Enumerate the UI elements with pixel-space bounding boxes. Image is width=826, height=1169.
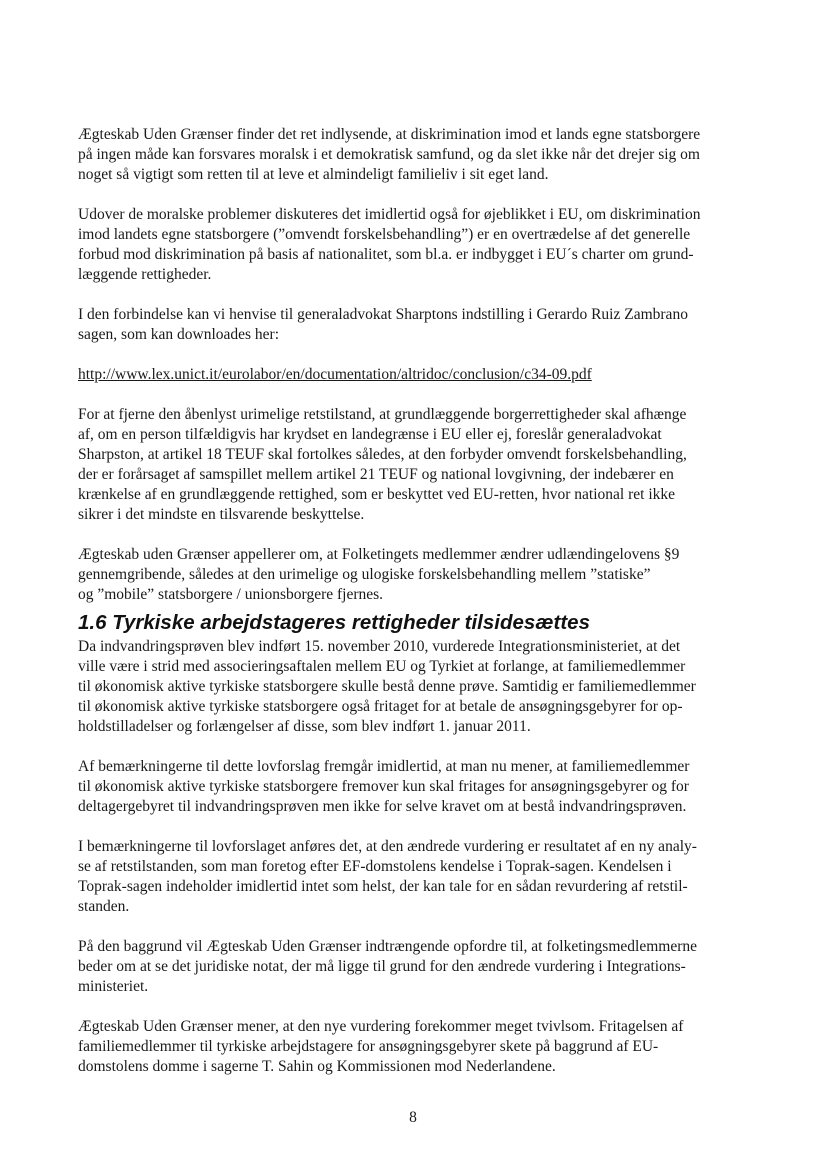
text-line: Ægteskab uden Grænser appellerer om, at Folketingets medlemmer ændrer udlændingelovens §9	[78, 546, 680, 563]
text-line: og ”mobile” statsborgere / unionsborgere fjernes.	[78, 586, 384, 603]
text-line: sagen, som kan downloades her:	[78, 326, 280, 343]
text-line: til økonomisk aktive tyrkiske statsborgere fremover kun skal fritages for ansøgningsgebyrer og for	[78, 778, 689, 795]
paragraph	[78, 305, 768, 345]
download-link-paragraph	[78, 365, 768, 385]
text-line: Ægteskab Uden Grænser mener, at den nye vurdering forekommer meget tvivlsom. Fritagelsen af	[78, 1018, 684, 1035]
paragraph	[78, 837, 768, 917]
text-line: ministeriet.	[78, 978, 149, 995]
text-line: standen.	[78, 898, 130, 915]
text-line: noget så vigtigt som retten til at leve et almindeligt familieliv i sit eget land.	[78, 166, 549, 183]
text-line: forbud mod diskrimination på basis af nationalitet, som bl.a. er indbygget i EU´s charter om grund-	[78, 246, 694, 263]
text-line: Sharpston, at artikel 18 TEUF skal fortolkes således, at den forbyder omvendt forskelsbehandling,	[78, 446, 687, 463]
text-line: ville være i strid med associeringsaftalen mellem EU og Tyrkiet at forlange, at familiemedlemmer	[78, 658, 686, 675]
text-line: familiemedlemmer til tyrkiske arbejdstagere for ansøgningsgebyrer skete på baggrund af EU-	[78, 1038, 659, 1055]
text-line: krænkelse af en grundlæggende rettighed, som er beskyttet ved EU-retten, hvor national ret ikke	[78, 486, 675, 503]
text-line: af, om en person tilfældigvis har krydset en landegrænse i EU eller ej, foreslår generaladvokat	[78, 426, 662, 443]
text-line: imod landets egne statsborgere (”omvendt forskelsbehandling”) er en overtrædelse af det generelle	[78, 226, 691, 243]
document-body	[78, 125, 768, 1097]
text-line: Da indvandringsprøven blev indført 15. november 2010, vurderede Integrationsministeriet, at det	[78, 638, 681, 655]
paragraph	[78, 405, 768, 525]
paragraph	[78, 757, 768, 817]
text-line: domstolens domme i sagerne T. Sahin og Kommissionen mod Nederlandene.	[78, 1058, 556, 1075]
text-line: Af bemærkningerne til dette lovforslag fremgår imidlertid, at man nu mener, at familiemedlemmer	[78, 758, 690, 775]
text-line: Udover de moralske problemer diskuteres det imidlertid også for øjeblikket i EU, om diskrimination	[78, 206, 701, 223]
paragraph	[78, 637, 768, 737]
text-line: se af retstilstanden, som man foretog efter EF-domstolens kendelse i Toprak-sagen. Kendelsen i	[78, 858, 672, 875]
text-line: der er forårsaget af samspillet mellem artikel 21 TEUF og national lovgivning, der indebærer en	[78, 466, 674, 483]
text-line: på ingen måde kan forsvares moralsk i et demokratisk samfund, og da slet ikke når det drejer sig om	[78, 146, 700, 163]
paragraph	[78, 937, 768, 997]
text-line: beder om at se det juridiske notat, der må ligge til grund for den ændrede vurdering i Integrations-	[78, 958, 686, 975]
text-line: holdstilladelser og forlængelser af disse, som blev indført 1. januar 2011.	[78, 718, 531, 735]
text-line: I den forbindelse kan vi henvise til generaladvokat Sharptons indstilling i Gerardo Ruiz Zambrano	[78, 306, 688, 323]
paragraph	[78, 125, 768, 185]
section-heading: 1.6 Tyrkiske arbejdstageres rettigheder tilsidesættes	[78, 611, 590, 634]
text-line: til økonomisk aktive tyrkiske statsborgere skulle bestå denne prøve. Samtidig er familiemedlemmer	[78, 678, 696, 695]
text-line: gennemgribende, således at den urimelige og ulogiske forskelsbehandling mellem ”statiske”	[78, 566, 651, 583]
paragraph	[78, 545, 768, 605]
text-line: deltagergebyret til indvandringsprøven men ikke for selve kravet om at bestå indvandringsprøven.	[78, 798, 687, 815]
text-line: På den baggrund vil Ægteskab Uden Grænser indtrængende opfordre til, at folketingsmedlemmerne	[78, 938, 697, 955]
text-line: til økonomisk aktive tyrkiske statsborgere også fritaget for at betale de ansøgningsgebyrer for op-	[78, 698, 683, 715]
text-line: sikrer i det mindste en tilsvarende beskyttelse.	[78, 506, 365, 523]
page-number: 8	[409, 1109, 417, 1126]
download-link[interactable]: http://www.lex.unict.it/eurolabor/en/documentation/altridoc/conclusion/c34-09.pdf	[78, 366, 592, 383]
paragraphs-after	[78, 637, 768, 1077]
paragraph	[78, 205, 768, 285]
text-line: Ægteskab Uden Grænser finder det ret indlysende, at diskrimination imod et lands egne statsborgere	[78, 126, 701, 143]
paragraphs-before	[78, 125, 768, 345]
paragraph	[78, 1017, 768, 1077]
text-line: I bemærkningerne til lovforslaget anføres det, at den ændrede vurdering er resultatet af en ny analy-	[78, 838, 697, 855]
text-line: læggende rettigheder.	[78, 266, 212, 283]
paragraphs-middle	[78, 405, 768, 605]
text-line: Toprak-sagen indeholder imidlertid intet som helst, der kan tale for en sådan revurdering af retstil-	[78, 878, 688, 895]
text-line: For at fjerne den åbenlyst urimelige retstilstand, at grundlæggende borgerrettigheder skal afhænge	[78, 406, 687, 423]
